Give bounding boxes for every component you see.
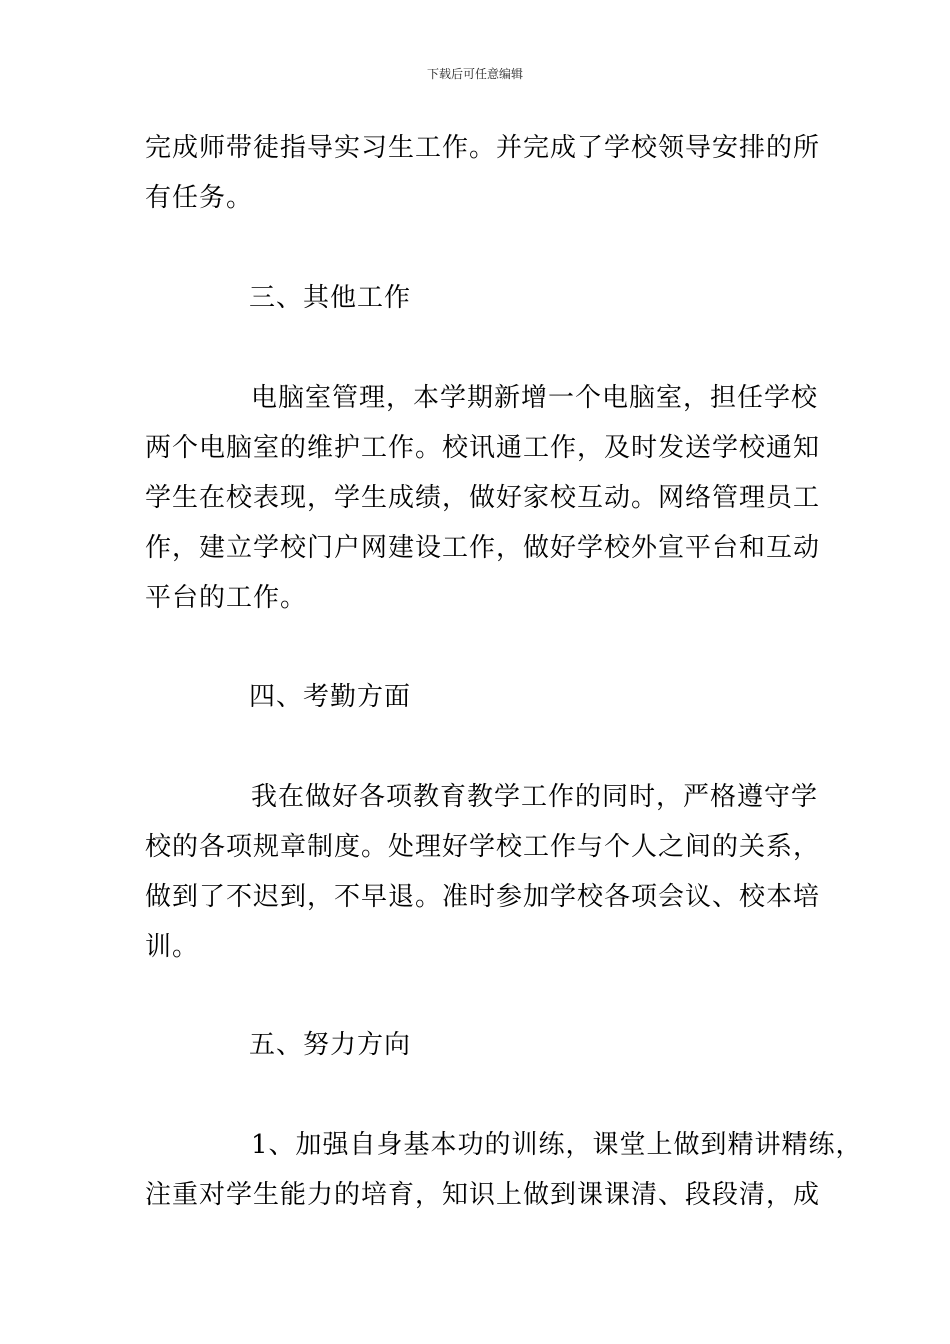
paragraph-line: 作，建立学校门户网建设工作，做好学校外宣平台和互动 (145, 533, 821, 563)
paragraph-line: 1、加强自身基本功的训练，课堂上做到精讲精练， (251, 1130, 863, 1160)
paragraph-line: 注重对学生能力的培育，知识上做到课课清、段段清，成 (145, 1180, 821, 1210)
paragraph-line: 学生在校表现，学生成绩，做好家校互动。网络管理员工 (145, 483, 821, 513)
section-5-paragraph (145, 1120, 863, 1220)
section-4-paragraph (145, 772, 825, 972)
paragraph-line: 训。 (145, 932, 200, 962)
section-heading-text: 四、考勤方面 (249, 682, 412, 712)
page-header: 下载后可任意编辑 (426, 67, 523, 81)
paragraph-line: 平台的工作。 (145, 583, 308, 613)
section-3-paragraph (145, 373, 825, 623)
intro-paragraph (145, 123, 825, 223)
paragraph-line: 校的各项规章制度。处理好学校工作与个人之间的关系， (145, 832, 821, 862)
paragraph-line: 完成师带徒指导实习生工作。并完成了学校领导安排的所 (145, 133, 821, 163)
section-heading-text: 三、其他工作 (249, 283, 412, 313)
paragraph-line: 两个电脑室的维护工作。校讯通工作，及时发送学校通知 (145, 433, 821, 463)
paragraph-line: 电脑室管理，本学期新增一个电脑室，担任学校 (251, 383, 819, 413)
section-heading-5 (145, 1020, 825, 1070)
paragraph-line: 有任务。 (145, 183, 254, 213)
paragraph-line: 我在做好各项教育教学工作的同时，严格遵守学 (251, 782, 819, 812)
section-heading-text: 五、努力方向 (249, 1030, 412, 1060)
section-heading-4 (145, 672, 825, 722)
paragraph-line: 做到了不迟到，不早退。准时参加学校各项会议、校本培 (145, 882, 821, 912)
section-heading-3 (145, 273, 825, 323)
